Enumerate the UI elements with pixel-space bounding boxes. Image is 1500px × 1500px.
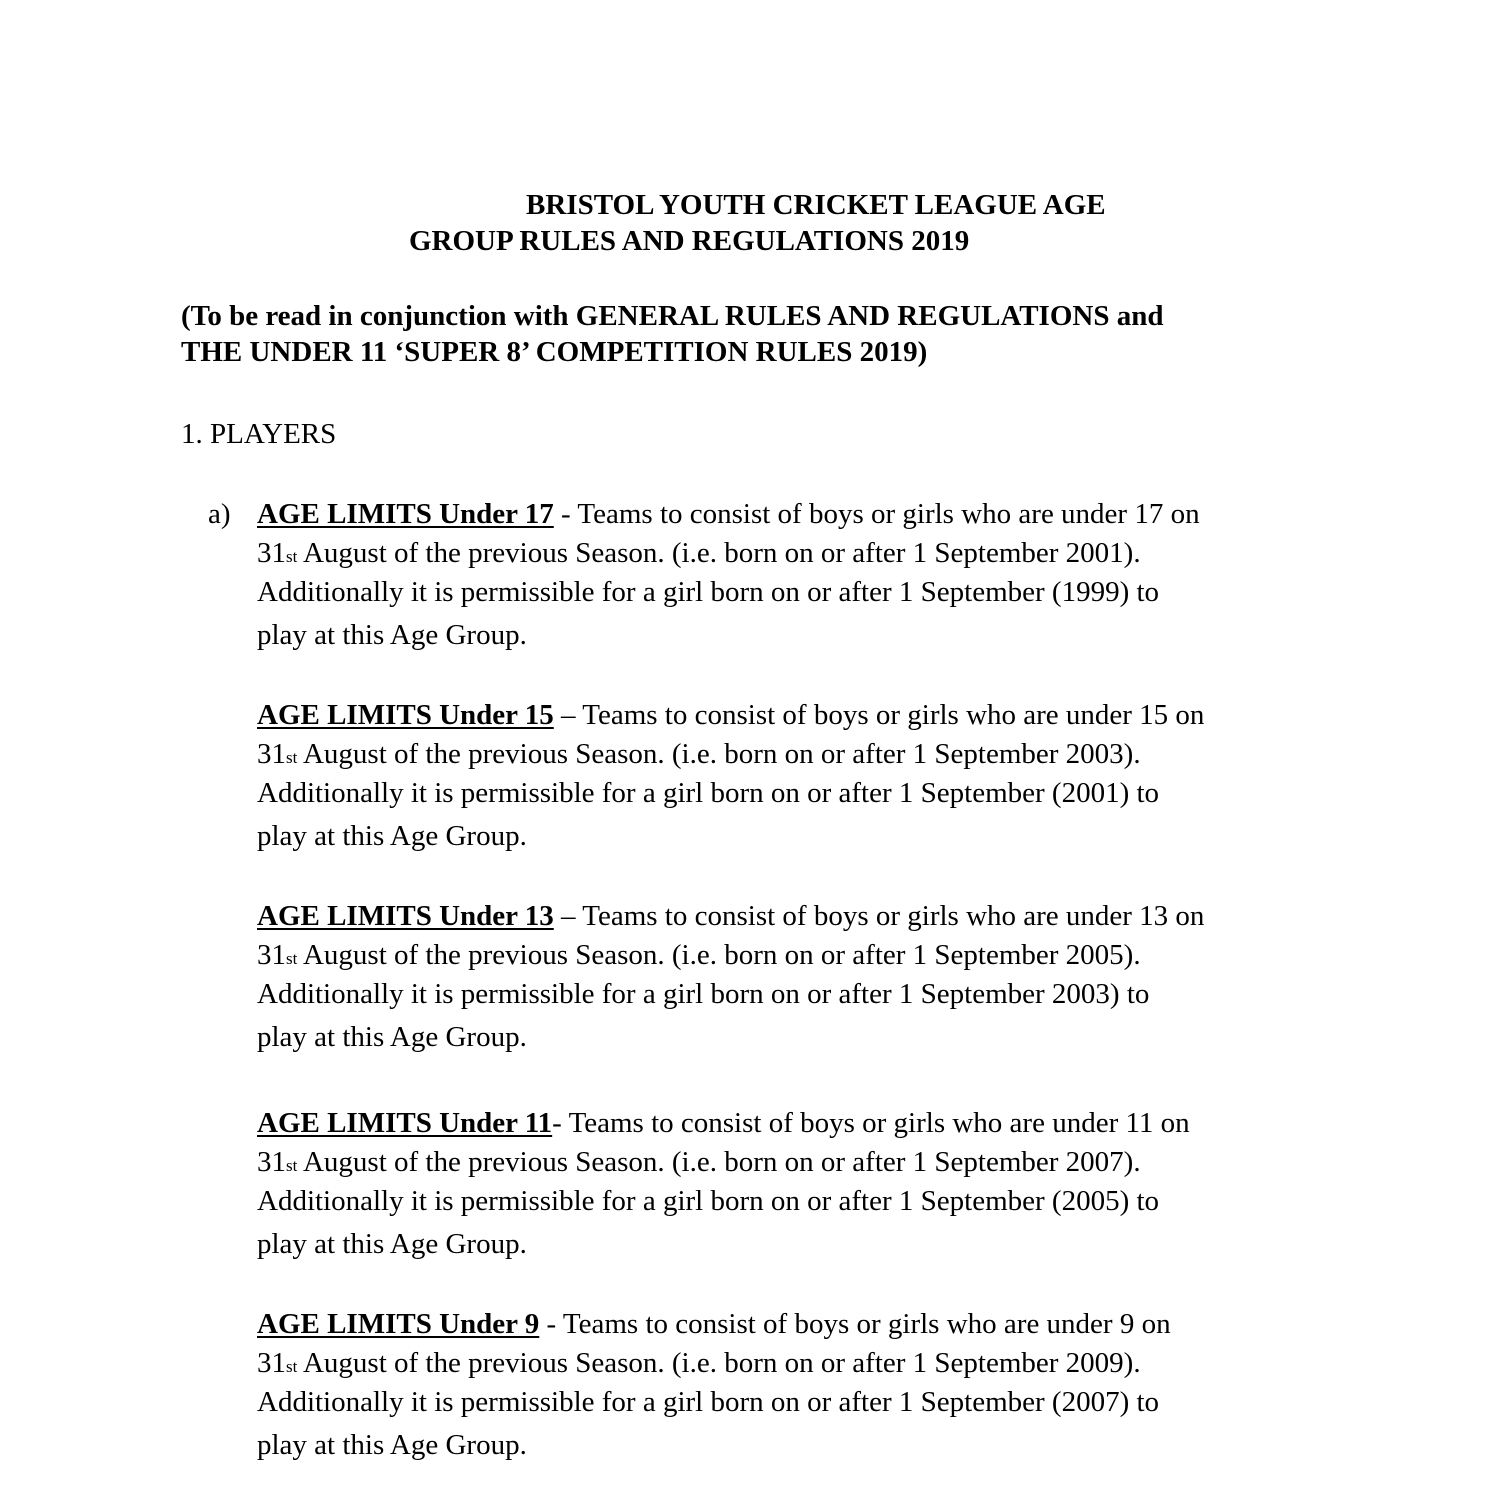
- heading-separator: -: [553, 498, 578, 530]
- paragraph-text: Teams to consist of boys or girls who are under 11 on: [568, 1107, 1190, 1139]
- paragraph-text: August of the previous Season. (i.e. born on or after 1 September 2003).: [297, 738, 1141, 770]
- paragraph-text: Teams to consist of boys or girls who are under 13 on: [582, 900, 1205, 932]
- paragraph-text: August of the previous Season. (i.e. born on or after 1 September 2007).: [297, 1146, 1141, 1178]
- paragraph-line-1: [257, 701, 1204, 730]
- paragraph-text: Teams to consist of boys or girls who are under 15 on: [582, 699, 1205, 731]
- age-limit-heading: AGE LIMITS Under 15: [257, 699, 554, 731]
- ordinal-suffix: st: [286, 547, 298, 566]
- paragraph-text: August of the previous Season. (i.e. born on or after 1 September 2005).: [297, 939, 1141, 971]
- paragraph-text: Teams to consist of boys or girls who are under 9 on: [562, 1308, 1171, 1340]
- date-number: 31: [257, 939, 286, 971]
- paragraph-text: August of the previous Season. (i.e. born on or after 1 September 2001).: [297, 537, 1141, 569]
- paragraph-text: Teams to consist of boys or girls who are under 17 on: [577, 498, 1200, 530]
- paragraph-line-2: [257, 1349, 1141, 1378]
- paragraph-line-3: Additionally it is permissible for a girl born on or after 1 September 2003) to: [257, 978, 1150, 1010]
- paragraph-line-4: play at this Age Group.: [257, 1021, 527, 1053]
- age-limit-heading: AGE LIMITS Under 9: [257, 1308, 540, 1340]
- section-heading-players: 1. PLAYERS: [181, 418, 337, 450]
- paragraph-line-3: Additionally it is permissible for a girl born on or after 1 September (2005) to: [257, 1185, 1160, 1217]
- paragraph-line-1: [257, 500, 1200, 529]
- paragraph-line-3: Additionally it is permissible for a girl born on or after 1 September (1999) to: [257, 576, 1160, 608]
- paragraph-line-4: play at this Age Group.: [257, 1429, 527, 1461]
- date-number: 31: [257, 738, 286, 770]
- list-item-marker: a): [208, 498, 231, 530]
- paragraph-line-3: Additionally it is permissible for a girl born on or after 1 September (2007) to: [257, 1386, 1160, 1418]
- document-subtitle-line-2: THE UNDER 11 ‘SUPER 8’ COMPETITION RULES 2019): [181, 336, 928, 368]
- ordinal-suffix: st: [286, 748, 298, 767]
- paragraph-line-4: play at this Age Group.: [257, 619, 527, 651]
- heading-separator: –: [553, 900, 583, 932]
- age-limit-heading: AGE LIMITS Under 11: [257, 1107, 553, 1139]
- paragraph-text: August of the previous Season. (i.e. born on or after 1 September 2009).: [297, 1347, 1141, 1379]
- paragraph-line-4: play at this Age Group.: [257, 820, 527, 852]
- date-number: 31: [257, 1347, 286, 1379]
- document-title-line-1: BRISTOL YOUTH CRICKET LEAGUE AGE: [526, 189, 1106, 221]
- age-limit-heading: AGE LIMITS Under 13: [257, 900, 554, 932]
- ordinal-suffix: st: [286, 949, 298, 968]
- paragraph-line-4: play at this Age Group.: [257, 1228, 527, 1260]
- age-limit-heading: AGE LIMITS Under 17: [257, 498, 554, 530]
- ordinal-suffix: st: [286, 1357, 298, 1376]
- paragraph-line-1: [257, 1109, 1190, 1138]
- paragraph-line-1: [257, 902, 1204, 931]
- paragraph-line-3: Additionally it is permissible for a girl born on or after 1 September (2001) to: [257, 777, 1160, 809]
- ordinal-suffix: st: [286, 1156, 298, 1175]
- document-title-line-2: GROUP RULES AND REGULATIONS 2019: [409, 225, 970, 257]
- document-subtitle-line-1: (To be read in conjunction with GENERAL RULES AND REGULATIONS and: [181, 300, 1164, 332]
- date-number: 31: [257, 537, 286, 569]
- paragraph-line-2: [257, 941, 1141, 970]
- heading-separator: –: [553, 699, 583, 731]
- heading-separator: -: [552, 1107, 569, 1139]
- paragraph-line-1: [257, 1310, 1171, 1339]
- paragraph-line-2: [257, 539, 1141, 568]
- paragraph-line-2: [257, 1148, 1141, 1177]
- heading-separator: -: [539, 1308, 563, 1340]
- paragraph-line-2: [257, 740, 1141, 769]
- date-number: 31: [257, 1146, 286, 1178]
